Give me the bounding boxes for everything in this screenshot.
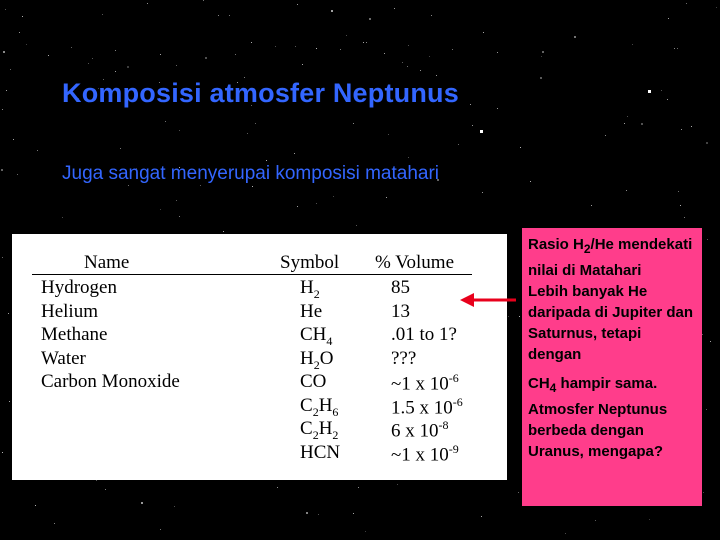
- table-row: [32, 322, 472, 346]
- cell-symbol: HCN: [300, 441, 341, 463]
- cell-name: Carbon Monoxide: [41, 371, 180, 392]
- cell-symbol: $C_2H_2$: [300, 418, 339, 442]
- cell-symbol: He: [300, 300, 323, 322]
- cell-symbol: $C_2H_6$: [300, 394, 339, 419]
- cell-volume: 1.5 x $10^{-6}$: [391, 394, 463, 418]
- note-line-ratio: Rasio $H_2/He$ mendekati nilai di Matahari: [528, 236, 693, 279]
- slide-title: Komposisi atmosfer Neptunus: [62, 78, 459, 108]
- table-row: [32, 299, 472, 323]
- cell-volume: ~1 x $10^{-6}$: [391, 371, 459, 395]
- cell-volume: ???: [391, 347, 417, 369]
- table-row: [32, 440, 472, 464]
- cell-volume: 13: [391, 300, 410, 322]
- table-row: [32, 369, 472, 393]
- header-name: Name: [84, 252, 130, 273]
- header-volume: % Volume: [375, 252, 454, 273]
- table-row: [32, 416, 472, 440]
- cell-symbol: CO: [300, 371, 327, 392]
- table-row: [32, 346, 472, 370]
- cell-volume: 85: [391, 277, 410, 298]
- note-line-helium: Lebih banyak He daripada di Jupiter dan Saturnus, tetapi dengan: [528, 283, 694, 363]
- table-row: [32, 393, 472, 417]
- cell-name: Water: [41, 347, 86, 369]
- composition-table: [12, 234, 507, 480]
- table-row: [32, 275, 472, 299]
- cell-symbol: $CH_4$: [300, 324, 333, 348]
- cell-volume: 6 x $10^{-8}$: [391, 418, 449, 442]
- cell-volume: .01 to 1?: [391, 324, 457, 345]
- arrow-left-icon: [458, 290, 518, 310]
- header-symbol: Symbol: [280, 252, 340, 273]
- slide-subtitle: Juga sangat menyerupai komposisi matahari: [62, 163, 440, 184]
- note-line-methane: $CH_4$ hampir sama. Atmosfer Neptunus berbeda dengan Uranus, mengapa?: [528, 375, 668, 460]
- note-box: [522, 228, 702, 506]
- cell-volume: ~1 x $10^{-9}$: [391, 441, 459, 465]
- cell-symbol: $H_2$: [300, 277, 320, 301]
- cell-symbol: $H_2O$: [300, 347, 334, 372]
- table-header: [32, 252, 472, 275]
- cell-name: Helium: [41, 300, 98, 322]
- cell-name: Methane: [41, 324, 108, 345]
- cell-name: Hydrogen: [41, 277, 117, 298]
